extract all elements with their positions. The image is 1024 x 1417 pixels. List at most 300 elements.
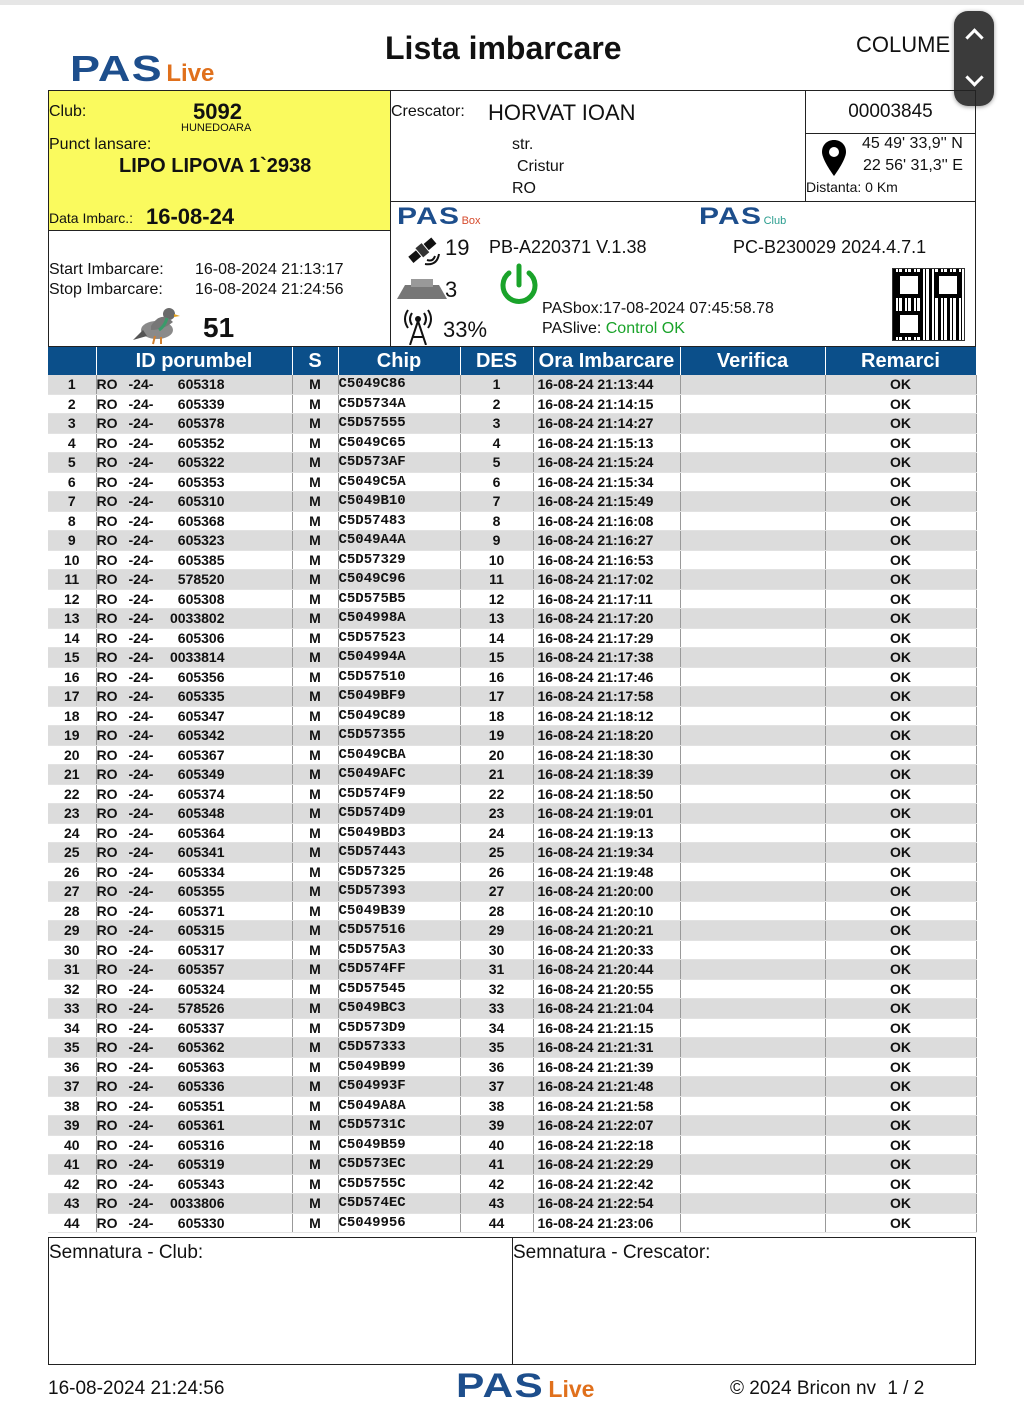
id-country: RO xyxy=(96,1136,118,1153)
cell-ora-imbarcare: 16-08-24 21:18:30 xyxy=(533,745,680,765)
id-country: RO xyxy=(96,395,118,412)
cell-remarci: OK xyxy=(825,1174,976,1194)
table-row xyxy=(48,901,976,921)
cell-verifica xyxy=(680,687,825,707)
id-year: -24- xyxy=(128,980,154,997)
cell-verifica xyxy=(680,843,825,863)
id-country: RO xyxy=(96,980,118,997)
table-row xyxy=(48,1135,976,1155)
cell-ora-imbarcare: 16-08-24 21:17:11 xyxy=(533,589,680,609)
longitude: 22 56' 31,3'' E xyxy=(863,157,963,174)
cell-sex: M xyxy=(292,960,338,980)
cell-verifica xyxy=(680,960,825,980)
cell-remarci: OK xyxy=(825,375,976,394)
cell-verifica xyxy=(680,940,825,960)
cell-index: 31 xyxy=(48,960,96,980)
id-number: 605353 xyxy=(177,473,225,490)
qr-code-image xyxy=(892,268,965,341)
id-year: -24- xyxy=(128,551,154,568)
cell-index: 21 xyxy=(48,765,96,785)
cell-ora-imbarcare: 16-08-24 21:21:04 xyxy=(533,999,680,1019)
id-number: 605347 xyxy=(177,707,225,724)
cell-id-porumbel xyxy=(96,1174,292,1194)
cell-chip: C5049B59 xyxy=(338,1135,460,1155)
table-row xyxy=(48,1174,976,1194)
id-year: -24- xyxy=(128,532,154,549)
cell-chip: C5D57555 xyxy=(338,414,460,434)
antenna-count: 3 xyxy=(445,277,458,302)
id-number: 605337 xyxy=(177,1019,225,1036)
cell-index: 39 xyxy=(48,1116,96,1136)
id-number: 605361 xyxy=(177,1117,225,1134)
cell-index: 32 xyxy=(48,979,96,999)
cell-des: 44 xyxy=(460,1213,533,1233)
cell-ora-imbarcare: 16-08-24 21:22:42 xyxy=(533,1174,680,1194)
cell-chip: C504998A xyxy=(338,609,460,629)
table-row xyxy=(48,1155,976,1175)
cell-sex: M xyxy=(292,492,338,512)
cell-verifica xyxy=(680,823,825,843)
cell-des: 17 xyxy=(460,687,533,707)
id-number: 605322 xyxy=(177,454,225,471)
cell-ora-imbarcare: 16-08-24 21:17:58 xyxy=(533,687,680,707)
cell-verifica xyxy=(680,394,825,414)
id-year: -24- xyxy=(128,707,154,724)
id-year: -24- xyxy=(128,805,154,822)
cell-remarci: OK xyxy=(825,433,976,453)
cell-chip: C5D574EC xyxy=(338,1194,460,1214)
cell-id-porumbel xyxy=(96,765,292,785)
cell-remarci: OK xyxy=(825,453,976,473)
cell-ora-imbarcare: 16-08-24 21:23:06 xyxy=(533,1213,680,1233)
table-row xyxy=(48,531,976,551)
cell-des: 29 xyxy=(460,921,533,941)
cell-ora-imbarcare: 16-08-24 21:20:44 xyxy=(533,960,680,980)
cell-index: 18 xyxy=(48,706,96,726)
table-row xyxy=(48,726,976,746)
table-row xyxy=(48,765,976,785)
cell-id-porumbel xyxy=(96,648,292,668)
cell-ora-imbarcare: 16-08-24 21:21:15 xyxy=(533,1018,680,1038)
crescator-country: RO xyxy=(512,180,536,197)
table-row xyxy=(48,843,976,863)
cell-sex: M xyxy=(292,648,338,668)
id-number: 605334 xyxy=(177,863,225,880)
cell-id-porumbel xyxy=(96,1077,292,1097)
id-year: -24- xyxy=(128,1195,154,1212)
cell-des: 2 xyxy=(460,394,533,414)
id-country: RO xyxy=(96,493,118,510)
cell-des: 12 xyxy=(460,589,533,609)
header-verifica: Verifica xyxy=(680,347,825,375)
cell-verifica xyxy=(680,570,825,590)
page-number: 1 / 2 xyxy=(887,1378,925,1399)
id-country: RO xyxy=(96,688,118,705)
id-number: 605363 xyxy=(177,1058,225,1075)
cell-remarci: OK xyxy=(825,765,976,785)
cell-sex: M xyxy=(292,511,338,531)
cell-verifica xyxy=(680,901,825,921)
id-country: RO xyxy=(96,746,118,763)
footer-copyright xyxy=(730,1378,924,1400)
cell-ora-imbarcare: 16-08-24 21:22:29 xyxy=(533,1155,680,1175)
table-row xyxy=(48,472,976,492)
table-row xyxy=(48,921,976,941)
cell-remarci: OK xyxy=(825,1038,976,1058)
cell-verifica xyxy=(680,472,825,492)
top-divider xyxy=(0,0,1024,5)
table-row xyxy=(48,628,976,648)
cell-chip: C504993F xyxy=(338,1077,460,1097)
cell-id-porumbel xyxy=(96,921,292,941)
signature-crescator-label: Semnatura - Crescator: xyxy=(513,1242,711,1263)
cell-sex: M xyxy=(292,1155,338,1175)
cell-chip: C5049B10 xyxy=(338,492,460,512)
id-year: -24- xyxy=(128,1156,154,1173)
cell-index: 22 xyxy=(48,784,96,804)
cell-remarci: OK xyxy=(825,1135,976,1155)
id-number: 578520 xyxy=(177,571,225,588)
cell-index: 16 xyxy=(48,667,96,687)
id-country: RO xyxy=(96,1000,118,1017)
cell-sex: M xyxy=(292,979,338,999)
cell-id-porumbel xyxy=(96,804,292,824)
chevron-down-icon[interactable] xyxy=(965,69,983,87)
pas-live-logo xyxy=(70,48,214,90)
logo-pas-text: PAS xyxy=(70,48,163,89)
cell-id-porumbel xyxy=(96,745,292,765)
id-year: -24- xyxy=(128,1039,154,1056)
cell-index: 29 xyxy=(48,921,96,941)
cell-remarci: OK xyxy=(825,804,976,824)
footer-pas-live-logo xyxy=(456,1367,594,1406)
cell-chip: C5049956 xyxy=(338,1213,460,1233)
id-number: 605348 xyxy=(177,805,225,822)
cell-id-porumbel xyxy=(96,706,292,726)
cell-chip: C5D57516 xyxy=(338,921,460,941)
cell-des: 39 xyxy=(460,1116,533,1136)
cell-id-porumbel xyxy=(96,960,292,980)
id-number: 605385 xyxy=(177,551,225,568)
cell-chip: C5049AFC xyxy=(338,765,460,785)
header-remarci: Remarci xyxy=(825,347,976,375)
id-number: 605355 xyxy=(177,883,225,900)
id-country: RO xyxy=(96,1175,118,1192)
cell-des: 40 xyxy=(460,1135,533,1155)
cell-remarci: OK xyxy=(825,1155,976,1175)
table-row xyxy=(48,492,976,512)
cell-id-porumbel xyxy=(96,901,292,921)
cell-index: 41 xyxy=(48,1155,96,1175)
cell-verifica xyxy=(680,589,825,609)
cell-ora-imbarcare: 16-08-24 21:19:34 xyxy=(533,843,680,863)
id-year: -24- xyxy=(128,922,154,939)
cell-id-porumbel xyxy=(96,843,292,863)
cell-des: 6 xyxy=(460,472,533,492)
id-number: 605318 xyxy=(177,376,225,393)
distance: Distanta: 0 Km xyxy=(806,179,898,195)
crescator-label: Crescator: xyxy=(391,103,465,120)
cell-index: 26 xyxy=(48,862,96,882)
pasclub-logo-suffix: Club xyxy=(763,215,787,227)
cell-remarci: OK xyxy=(825,882,976,902)
cell-ora-imbarcare: 16-08-24 21:20:33 xyxy=(533,940,680,960)
pasbox-time: PASbox:17-08-2024 07:45:58.78 xyxy=(542,300,774,317)
cell-des: 11 xyxy=(460,570,533,590)
cell-des: 5 xyxy=(460,453,533,473)
cell-id-porumbel xyxy=(96,1057,292,1077)
table-header-row xyxy=(48,347,976,375)
id-year: -24- xyxy=(128,454,154,471)
cell-ora-imbarcare: 16-08-24 21:18:39 xyxy=(533,765,680,785)
cell-sex: M xyxy=(292,784,338,804)
id-country: RO xyxy=(96,883,118,900)
cell-chip: C5049C96 xyxy=(338,570,460,590)
cell-index: 27 xyxy=(48,882,96,902)
id-country: RO xyxy=(96,805,118,822)
cell-verifica xyxy=(680,784,825,804)
cell-chip: C5D57443 xyxy=(338,843,460,863)
cell-id-porumbel xyxy=(96,414,292,434)
cell-des: 32 xyxy=(460,979,533,999)
cell-ora-imbarcare: 16-08-24 21:15:24 xyxy=(533,453,680,473)
table-row xyxy=(48,823,976,843)
cell-remarci: OK xyxy=(825,492,976,512)
cell-index: 44 xyxy=(48,1213,96,1233)
signal-tower-icon xyxy=(403,309,433,345)
cell-chip: C5049BD3 xyxy=(338,823,460,843)
cell-des: 28 xyxy=(460,901,533,921)
table-row xyxy=(48,375,976,394)
id-number: 605315 xyxy=(177,922,225,939)
table-row xyxy=(48,1057,976,1077)
header-ora-imbarcare: Ora Imbarcare xyxy=(533,347,680,375)
cell-id-porumbel xyxy=(96,628,292,648)
id-year: -24- xyxy=(128,512,154,529)
cell-sex: M xyxy=(292,901,338,921)
id-year: -24- xyxy=(128,961,154,978)
start-value: 16-08-2024 21:13:17 xyxy=(195,261,344,278)
id-number: 605310 xyxy=(177,493,225,510)
cell-ora-imbarcare: 16-08-24 21:21:58 xyxy=(533,1096,680,1116)
cell-verifica xyxy=(680,999,825,1019)
table-row xyxy=(48,745,976,765)
chevron-up-icon[interactable] xyxy=(965,28,983,46)
cell-index: 38 xyxy=(48,1096,96,1116)
id-year: -24- xyxy=(128,668,154,685)
id-country: RO xyxy=(96,434,118,451)
cell-sex: M xyxy=(292,765,338,785)
id-country: RO xyxy=(96,824,118,841)
id-year: -24- xyxy=(128,1019,154,1036)
crescator-box xyxy=(390,90,806,202)
cell-sex: M xyxy=(292,414,338,434)
id-year: -24- xyxy=(128,1097,154,1114)
satellite-icon xyxy=(405,234,441,268)
cell-index: 20 xyxy=(48,745,96,765)
cell-index: 13 xyxy=(48,609,96,629)
cell-sex: M xyxy=(292,570,338,590)
cell-id-porumbel xyxy=(96,687,292,707)
cell-chip: C5049B39 xyxy=(338,901,460,921)
cell-id-porumbel xyxy=(96,1116,292,1136)
cell-ora-imbarcare: 16-08-24 21:16:08 xyxy=(533,511,680,531)
cell-chip: C5049A4A xyxy=(338,531,460,551)
cell-id-porumbel xyxy=(96,394,292,414)
cell-verifica xyxy=(680,1038,825,1058)
cell-sex: M xyxy=(292,804,338,824)
id-year: -24- xyxy=(128,863,154,880)
id-country: RO xyxy=(96,727,118,744)
cell-verifica xyxy=(680,1096,825,1116)
cell-verifica xyxy=(680,667,825,687)
cell-des: 19 xyxy=(460,726,533,746)
id-year: -24- xyxy=(128,434,154,451)
cell-ora-imbarcare: 16-08-24 21:17:29 xyxy=(533,628,680,648)
cell-chip: C5D57355 xyxy=(338,726,460,746)
id-country: RO xyxy=(96,902,118,919)
cell-id-porumbel xyxy=(96,589,292,609)
cell-index: 15 xyxy=(48,648,96,668)
cell-id-porumbel xyxy=(96,1194,292,1214)
cell-ora-imbarcare: 16-08-24 21:13:44 xyxy=(533,375,680,394)
id-year: -24- xyxy=(128,883,154,900)
header-id-porumbel: ID porumbel xyxy=(96,347,292,375)
cell-verifica xyxy=(680,745,825,765)
punct-lansare-label: Punct lansare: xyxy=(49,136,152,153)
cell-des: 10 xyxy=(460,550,533,570)
id-year: -24- xyxy=(128,1058,154,1075)
cell-chip: C5D57545 xyxy=(338,979,460,999)
id-number: 605374 xyxy=(177,785,225,802)
cell-chip: C5D574F9 xyxy=(338,784,460,804)
cell-sex: M xyxy=(292,921,338,941)
cell-index: 24 xyxy=(48,823,96,843)
cell-remarci: OK xyxy=(825,999,976,1019)
cell-verifica xyxy=(680,765,825,785)
copyright-text: © 2024 Bricon nv xyxy=(730,1378,877,1399)
cell-sex: M xyxy=(292,531,338,551)
id-number: 605343 xyxy=(177,1175,225,1192)
cell-sex: M xyxy=(292,375,338,394)
id-number: 605330 xyxy=(177,1214,225,1231)
cell-des: 43 xyxy=(460,1194,533,1214)
id-country: RO xyxy=(96,1097,118,1114)
id-country: RO xyxy=(96,551,118,568)
cell-id-porumbel xyxy=(96,492,292,512)
table-row xyxy=(48,940,976,960)
id-number: 605368 xyxy=(177,512,225,529)
cell-sex: M xyxy=(292,1038,338,1058)
cell-index: 8 xyxy=(48,511,96,531)
cell-sex: M xyxy=(292,1096,338,1116)
cell-id-porumbel xyxy=(96,1096,292,1116)
cell-remarci: OK xyxy=(825,979,976,999)
id-country: RO xyxy=(96,941,118,958)
cell-ora-imbarcare: 16-08-24 21:22:54 xyxy=(533,1194,680,1214)
cell-sex: M xyxy=(292,609,338,629)
cell-ora-imbarcare: 16-08-24 21:20:21 xyxy=(533,921,680,941)
cell-chip: C5D5755C xyxy=(338,1174,460,1194)
cell-chip: C504994A xyxy=(338,648,460,668)
cell-index: 7 xyxy=(48,492,96,512)
cell-index: 14 xyxy=(48,628,96,648)
cell-ora-imbarcare: 16-08-24 21:16:27 xyxy=(533,531,680,551)
cell-sex: M xyxy=(292,862,338,882)
cell-id-porumbel xyxy=(96,531,292,551)
cell-verifica xyxy=(680,1194,825,1214)
cell-remarci: OK xyxy=(825,1116,976,1136)
cell-chip: C5D5734A xyxy=(338,394,460,414)
cell-verifica xyxy=(680,1077,825,1097)
cell-ora-imbarcare: 16-08-24 21:17:20 xyxy=(533,609,680,629)
cell-des: 7 xyxy=(460,492,533,512)
cell-index: 43 xyxy=(48,1194,96,1214)
cell-des: 15 xyxy=(460,648,533,668)
cell-chip: C5049C65 xyxy=(338,433,460,453)
footer-timestamp: 16-08-2024 21:24:56 xyxy=(48,1378,225,1399)
id-number: 605308 xyxy=(177,590,225,607)
cell-sex: M xyxy=(292,1194,338,1214)
id-number: 605378 xyxy=(177,415,225,432)
cell-ora-imbarcare: 16-08-24 21:19:13 xyxy=(533,823,680,843)
cell-id-porumbel xyxy=(96,433,292,453)
cell-ora-imbarcare: 16-08-24 21:16:53 xyxy=(533,550,680,570)
cell-des: 8 xyxy=(460,511,533,531)
table-row xyxy=(48,960,976,980)
cell-verifica xyxy=(680,979,825,999)
cell-chip: C5D575B5 xyxy=(338,589,460,609)
id-number: 605356 xyxy=(177,668,225,685)
cell-id-porumbel xyxy=(96,940,292,960)
cell-id-porumbel xyxy=(96,726,292,746)
id-country: RO xyxy=(96,766,118,783)
cell-remarci: OK xyxy=(825,609,976,629)
signature-club-box xyxy=(48,1237,513,1365)
cell-sex: M xyxy=(292,628,338,648)
cell-sex: M xyxy=(292,1174,338,1194)
table-row xyxy=(48,648,976,668)
cell-index: 4 xyxy=(48,433,96,453)
cell-id-porumbel xyxy=(96,1213,292,1233)
power-icon xyxy=(497,263,541,307)
cell-index: 33 xyxy=(48,999,96,1019)
cell-des: 14 xyxy=(460,628,533,648)
cell-index: 5 xyxy=(48,453,96,473)
id-number: 605357 xyxy=(177,961,225,978)
table-row xyxy=(48,433,976,453)
table-row xyxy=(48,511,976,531)
cell-ora-imbarcare: 16-08-24 21:15:13 xyxy=(533,433,680,453)
cell-verifica xyxy=(680,550,825,570)
table-row xyxy=(48,453,976,473)
cell-des: 21 xyxy=(460,765,533,785)
cell-des: 1 xyxy=(460,375,533,394)
id-country: RO xyxy=(96,961,118,978)
id-year: -24- xyxy=(128,941,154,958)
id-country: RO xyxy=(96,1058,118,1075)
cell-sex: M xyxy=(292,550,338,570)
table-row xyxy=(48,804,976,824)
cell-remarci: OK xyxy=(825,628,976,648)
cell-ora-imbarcare: 16-08-24 21:21:31 xyxy=(533,1038,680,1058)
cell-chip: C5049BF9 xyxy=(338,687,460,707)
cell-des: 30 xyxy=(460,940,533,960)
cell-chip: C5D573AF xyxy=(338,453,460,473)
id-number: 605317 xyxy=(177,941,225,958)
stop-value: 16-08-2024 21:24:56 xyxy=(195,281,344,298)
cell-verifica xyxy=(680,628,825,648)
